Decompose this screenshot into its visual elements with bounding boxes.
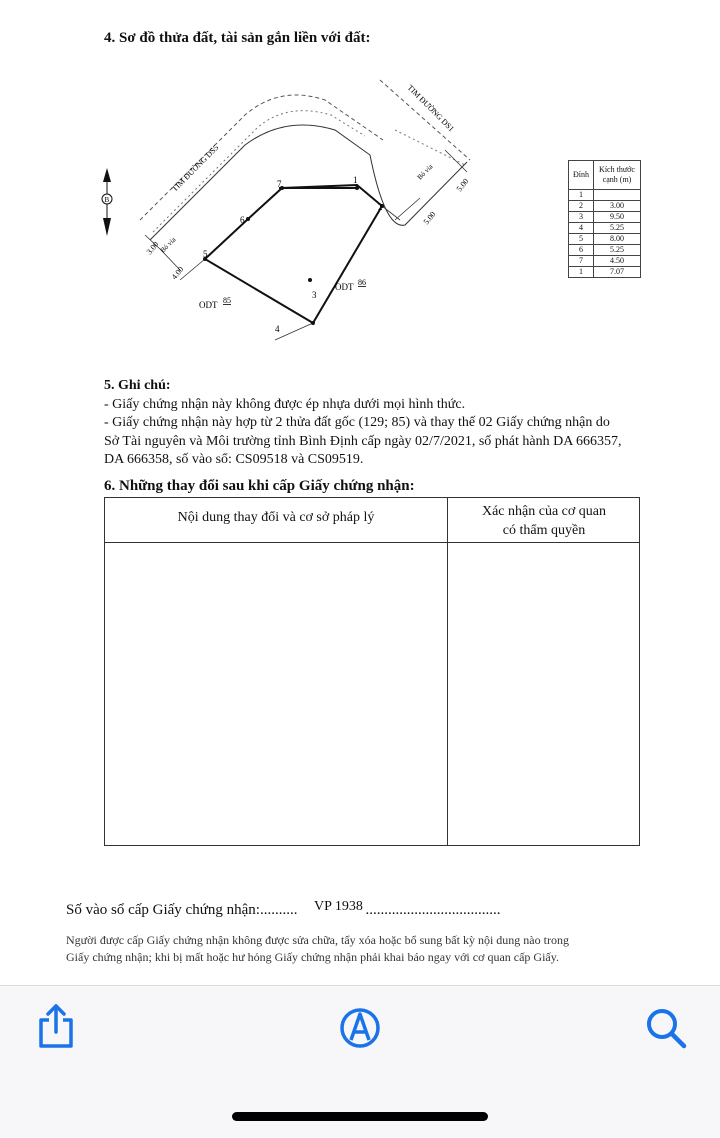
vertex-5: 5 [203,249,208,259]
table-row: 2 3.00 [569,201,641,212]
search-button[interactable] [642,1002,690,1050]
table-row: 3 9.50 [569,212,641,223]
dim-5a: 5.00 [454,176,471,194]
section6-title: 6. Những thay đổi sau khi cấp Giấy chứng nhận: [104,478,415,494]
dim-3: 3.00 [144,239,161,257]
road-ds5-centerline [140,95,383,220]
sidewalk-label-right: Bó vỉa [415,162,435,182]
changes-table [104,497,640,846]
table-row: 5 8.00 [569,234,641,245]
bottom-toolbar [0,985,720,1138]
search-icon [642,1002,690,1050]
road-ds5-label: TIM ĐƯỜNG DS5 [170,143,221,194]
dimensions-table [568,160,641,278]
changes-col-confirm: Xác nhận của cơ quan có thẩm quyền [481,504,606,538]
vertex-4: 4 [275,324,280,334]
vertex-1: 1 [353,175,358,185]
odt86-num: 86 [358,278,366,287]
parcel-outline [205,185,382,323]
footer-note: Người được cấp Giấy chứng nhận không được sửa chữa, tẩy xóa hoặc bổ sung bất kỳ nội dung nào trong Giấy chứng nhận; khi bị mất hoặc hư hỏng Giấy chứng nhận phải khai báo ngay với cơ quan cấp Giấy. [66,933,569,964]
vertex-6: 6 [240,215,245,225]
markup-icon [336,1002,384,1050]
odt85-num: 85 [223,296,231,305]
share-button[interactable] [32,1002,80,1050]
section5-notes [104,377,684,470]
vertex-2: 2 [378,202,383,212]
dim-5b: 5.00 [421,209,438,227]
north-arrow-icon [102,168,112,236]
note-line-4: DA 666358, số vào sổ: CS09518 và CS09519. [104,452,364,467]
dim-4: 4.00 [169,264,186,282]
table-row: 1 7.07 [569,267,641,278]
road-ds1-label: TIM ĐƯỜNG DS1 [405,83,456,134]
register-line: Số vào sổ cấp Giấy chứng nhận:.......... .................................... [66,902,501,918]
road-ds1-centerline [380,80,470,160]
section5-title: 5. Ghi chú: [104,378,171,393]
dims-header-size: Kích thước cạnh (m) [594,161,641,190]
register-value: VP 1938 [314,899,363,914]
north-label: B [104,196,110,204]
table-row: 4 5.25 [569,223,641,234]
table-row: 6 5.25 [569,245,641,256]
home-indicator[interactable] [232,1112,488,1121]
section4-title: 4. Sơ đồ thửa đất, tài sản gắn liền với đất: [104,30,371,46]
share-icon [32,1002,80,1050]
note-line-1: - Giấy chứng nhận này không được ép nhựa dưới mọi hình thức. [104,396,466,412]
note-line-2: - Giấy chứng nhận này hợp từ 2 thửa đất gốc (129; 85) và thay thế 02 Giấy chứng nhận do [104,415,610,430]
land-plot-diagram [95,70,495,350]
table-row: 7 4.50 [569,256,641,267]
note-line-3: Sở Tài nguyên và Môi trường tỉnh Bình Định cấp ngày 02/7/2021, số phát hành DA 666357, [104,433,622,449]
dims-header-vertex: Đỉnh [569,161,594,190]
odt86-label: ODT [335,282,354,292]
markup-button[interactable] [336,1002,384,1050]
register-label: Số vào sổ cấp Giấy chứng nhận: [66,902,260,918]
sidewalk-label-left: Bó vỉa [158,235,178,255]
vertex-3: 3 [312,290,317,300]
vertex-7: 7 [277,179,282,189]
table-row: 1 [569,190,641,201]
changes-col-content: Nội dung thay đổi và cơ sở pháp lý [177,510,375,525]
odt85-label: ODT [199,300,218,310]
